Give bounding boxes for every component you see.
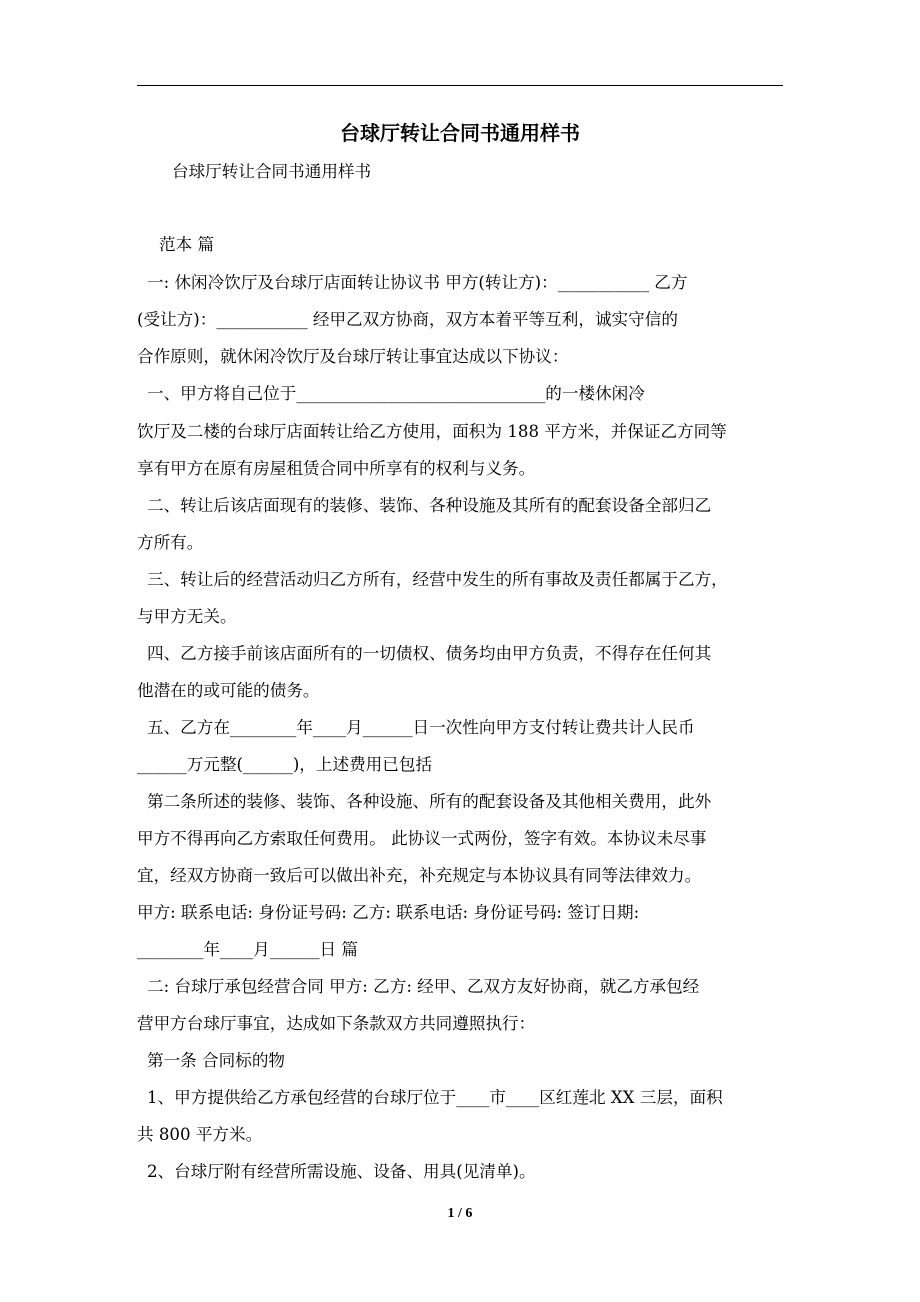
text-line: 方所有。 bbox=[137, 533, 204, 552]
text-line: 台球厅转让合同书通用样书 bbox=[172, 162, 372, 181]
text-line: 营甲方台球厅事宜，达成如下条款双方共同遵照执行： bbox=[137, 1014, 536, 1033]
text-line: 一: 休闲冷饮厅及台球厅店面转让协议书 甲方(转让方)：___________ 乙方 bbox=[147, 273, 688, 292]
text-line: 四、乙方接手前该店面所有的一切债权、债务均由甲方负责，不得存在任何其 bbox=[147, 644, 712, 663]
text-line: 二、转让后该店面现有的装修、装饰、各种设施及其所有的配套设备全部归乙 bbox=[147, 496, 712, 515]
text-line: 享有甲方在原有房屋租赁合同中所享有的权利与义务。 bbox=[137, 459, 536, 478]
text-line: 与甲方无关。 bbox=[137, 607, 237, 626]
text-line: ______万元整(______)，上述费用已包括 bbox=[137, 755, 433, 774]
text-line: 二: 台球厅承包经营合同 甲方: 乙方: 经甲、乙双方友好协商，就乙方承包经 bbox=[147, 977, 700, 996]
text-line: 2、台球厅附有经营所需设施、设备、用具(见清单)。 bbox=[147, 1162, 536, 1181]
text-line: (受让方)：___________ 经甲乙双方协商，双方本着平等互利，诚实守信的 bbox=[137, 310, 678, 329]
header-rule bbox=[137, 85, 783, 86]
text-line: 宜，经双方协商一致后可以做出补充，补充规定与本协议具有同等法律效力。 bbox=[137, 866, 702, 885]
text-line: ________年____月______日 篇 bbox=[137, 940, 358, 959]
text-line: 1、甲方提供给乙方承包经营的台球厅位于____市____区红莲北 XX 三层，面积 bbox=[147, 1088, 723, 1107]
text-line: 范本 篇 bbox=[159, 235, 215, 254]
text-line: 第二条所述的装修、装饰、各种设施、所有的配套设备及其他相关费用，此外 bbox=[147, 792, 712, 811]
document-title: 台球厅转让合同书通用样书 bbox=[340, 121, 580, 145]
text-line: 他潜在的或可能的债务。 bbox=[137, 681, 320, 700]
text-line: 合作原则，就休闲冷饮厅及台球厅转让事宜达成以下协议： bbox=[137, 347, 569, 366]
text-line: 三、转让后的经营活动归乙方所有，经营中发生的所有事故及责任都属于乙方， bbox=[147, 570, 728, 589]
text-line: 一、甲方将自己位于______________________________的一楼休闲冷 bbox=[147, 384, 645, 403]
text-line: 甲方: 联系电话: 身份证号码: 乙方: 联系电话: 身份证号码: 签订日期: bbox=[137, 903, 640, 922]
text-line: 甲方不得再向乙方索取任何费用。 此协议一式两份，签字有效。本协议未尽事 bbox=[137, 829, 707, 848]
text-line: 共 800 平方米。 bbox=[137, 1125, 263, 1144]
text-line: 第一条 合同标的物 bbox=[147, 1051, 286, 1070]
text-line: 五、乙方在________年____月______日一次性向甲方支付转让费共计人民币 bbox=[147, 718, 695, 737]
text-line: 饮厅及二楼的台球厅店面转让给乙方使用，面积为 188 平方米，并保证乙方同等 bbox=[137, 422, 727, 441]
page-number: 1 / 6 bbox=[447, 1206, 473, 1221]
